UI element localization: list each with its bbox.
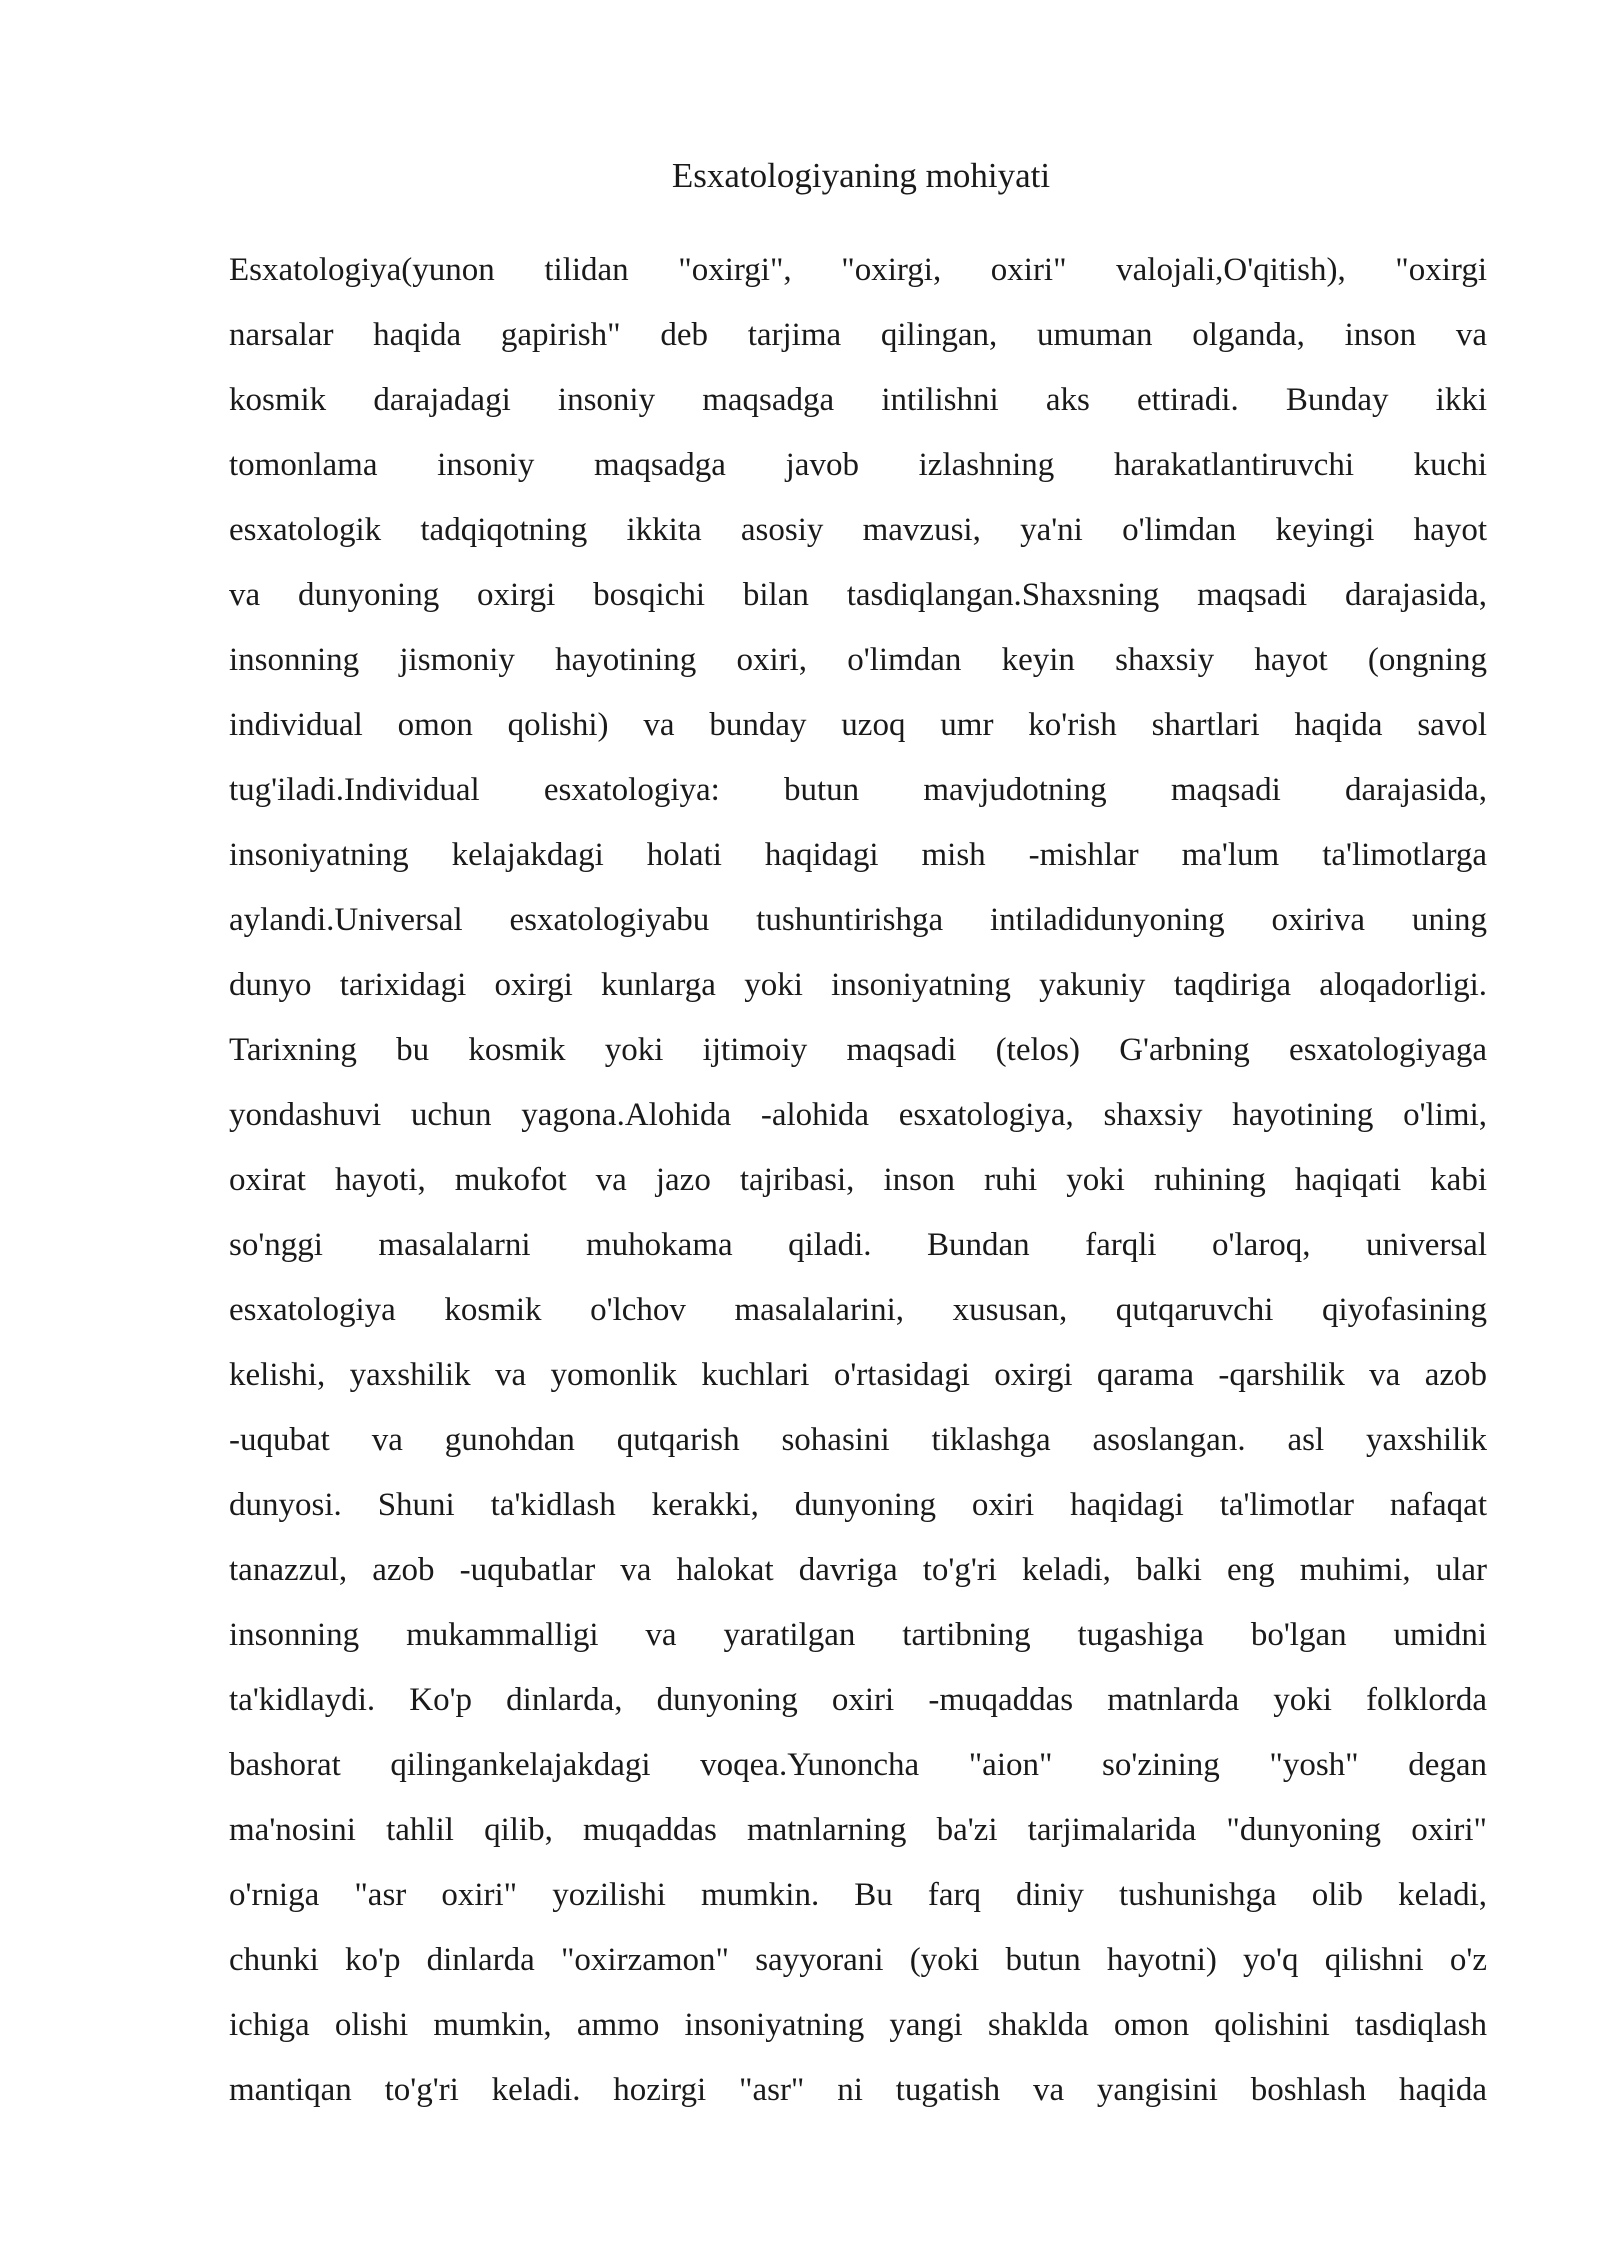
text-line-content: tug'iladi.Individual esxatologiya: butun mavjudotning maqsadi darajasida, xyxy=(229,772,1487,808)
text-line xyxy=(229,498,1487,563)
text-line-content: narsalar haqida gapirish" deb tarjima qilingan, umuman olganda, inson va xyxy=(229,317,1487,353)
text-line-content: aylandi.Universal esxatologiyabu tushuntirishga intiladidunyoning oxiriva uning xyxy=(229,902,1487,938)
text-line-content: dunyosi. Shuni ta'kidlash kerakki, dunyoning oxiri haqidagi ta'limotlar nafaqat xyxy=(229,1487,1487,1523)
text-line xyxy=(229,628,1487,693)
text-line-content: Esxatologiya(yunon tilidan "oxirgi", "oxirgi, oxiri" valojali,O'qitish), "oxirgi xyxy=(229,252,1487,288)
text-line xyxy=(229,2058,1487,2123)
text-line xyxy=(229,1603,1487,1668)
text-line-content: insonning mukammalligi va yaratilgan tartibning tugashiga bo'lgan umidni xyxy=(229,1617,1487,1653)
text-line-content: yondashuvi uchun yagona.Alohida -alohida esxatologiya, shaxsiy hayotining o'limi, xyxy=(229,1097,1487,1133)
text-line-content: ta'kidlaydi. Ko'p dinlarda, dunyoning oxiri -muqaddas matnlarda yoki folklorda xyxy=(229,1682,1487,1718)
text-line xyxy=(229,953,1487,1018)
text-line-content: kosmik darajadagi insoniy maqsadga intilishni aks ettiradi. Bunday ikki xyxy=(229,382,1487,418)
text-line-content: ma'nosini tahlil qilib, muqaddas matnlarning ba'zi tarjimalarida "dunyoning oxiri" xyxy=(229,1812,1487,1848)
text-line-content: individual omon qolishi) va bunday uzoq umr ko'rish shartlari haqida savol xyxy=(229,707,1487,743)
text-line-content: -uqubat va gunohdan qutqarish sohasini tiklashga asoslangan. asl yaxshilik xyxy=(229,1422,1487,1458)
text-line xyxy=(229,1993,1487,2058)
text-line xyxy=(229,1668,1487,1733)
text-line-content: tomonlama insoniy maqsadga javob izlashning harakatlantiruvchi kuchi xyxy=(229,447,1487,483)
text-line xyxy=(229,368,1487,433)
text-line xyxy=(229,1018,1487,1083)
text-line xyxy=(229,1538,1487,1603)
document-title: Esxatologiyaning mohiyati xyxy=(671,156,1051,195)
text-line xyxy=(229,563,1487,628)
text-line-content: so'nggi masalalarni muhokama qiladi. Bundan farqli o'laroq, universal xyxy=(229,1227,1487,1263)
text-line xyxy=(229,1473,1487,1538)
text-line xyxy=(229,1863,1487,1928)
text-line xyxy=(229,1733,1487,1798)
text-line-content: o'rniga "asr oxiri" yozilishi mumkin. Bu farq diniy tushunishga olib keladi, xyxy=(229,1877,1487,1913)
text-line-content: bashorat qilingankelajakdagi voqea.Yunoncha "aion" so'zining "yosh" degan xyxy=(229,1747,1487,1783)
text-line-content: insonning jismoniy hayotining oxiri, o'limdan keyin shaxsiy hayot (ongning xyxy=(229,642,1487,678)
text-line xyxy=(229,1928,1487,1993)
text-line-content: Tarixning bu kosmik yoki ijtimoiy maqsadi (telos) G'arbning esxatologiyaga xyxy=(229,1032,1487,1068)
text-line xyxy=(229,1798,1487,1863)
text-line xyxy=(229,433,1487,498)
text-line-content: insoniyatning kelajakdagi holati haqidagi mish -mishlar ma'lum ta'limotlarga xyxy=(229,837,1487,873)
text-line-content: va dunyoning oxirgi bosqichi bilan tasdiqlangan.Shaxsning maqsadi darajasida, xyxy=(229,577,1487,613)
text-line-content: tanazzul, azob -uqubatlar va halokat davriga to'g'ri keladi, balki eng muhimi, ular xyxy=(229,1552,1487,1588)
text-line xyxy=(229,1343,1487,1408)
text-line xyxy=(229,303,1487,368)
text-line-content: ichiga olishi mumkin, ammo insoniyatning yangi shaklda omon qolishini tasdiqlash xyxy=(229,2007,1487,2043)
text-line-content: chunki ko'p dinlarda "oxirzamon" sayyorani (yoki butun hayotni) yo'q qilishni o'z xyxy=(229,1942,1487,1978)
text-line-content: esxatologiya kosmik o'lchov masalalarini, xususan, qutqaruvchi qiyofasining xyxy=(229,1292,1487,1328)
text-line-content: esxatologik tadqiqotning ikkita asosiy mavzusi, ya'ni o'limdan keyingi hayot xyxy=(229,512,1487,548)
text-line-content: mantiqan to'g'ri keladi. hozirgi "asr" ni tugatish va yangisini boshlash haqida xyxy=(229,2072,1487,2108)
text-line xyxy=(229,1083,1487,1148)
text-line xyxy=(229,1408,1487,1473)
text-line-content: dunyo tarixidagi oxirgi kunlarga yoki insoniyatning yakuniy taqdiriga aloqadorligi. xyxy=(229,967,1487,1003)
text-line xyxy=(229,1278,1487,1343)
text-line xyxy=(229,888,1487,953)
text-line-content: kelishi, yaxshilik va yomonlik kuchlari o'rtasidagi oxirgi qarama -qarshilik va azob xyxy=(229,1357,1487,1393)
text-line xyxy=(229,693,1487,758)
text-line-content: oxirat hayoti, mukofot va jazo tajribasi, inson ruhi yoki ruhining haqiqati kabi xyxy=(229,1162,1487,1198)
text-line xyxy=(229,238,1487,303)
text-line xyxy=(229,1148,1487,1213)
text-line xyxy=(229,758,1487,823)
document-body xyxy=(229,238,1487,2123)
text-line xyxy=(229,1213,1487,1278)
text-line xyxy=(229,823,1487,888)
